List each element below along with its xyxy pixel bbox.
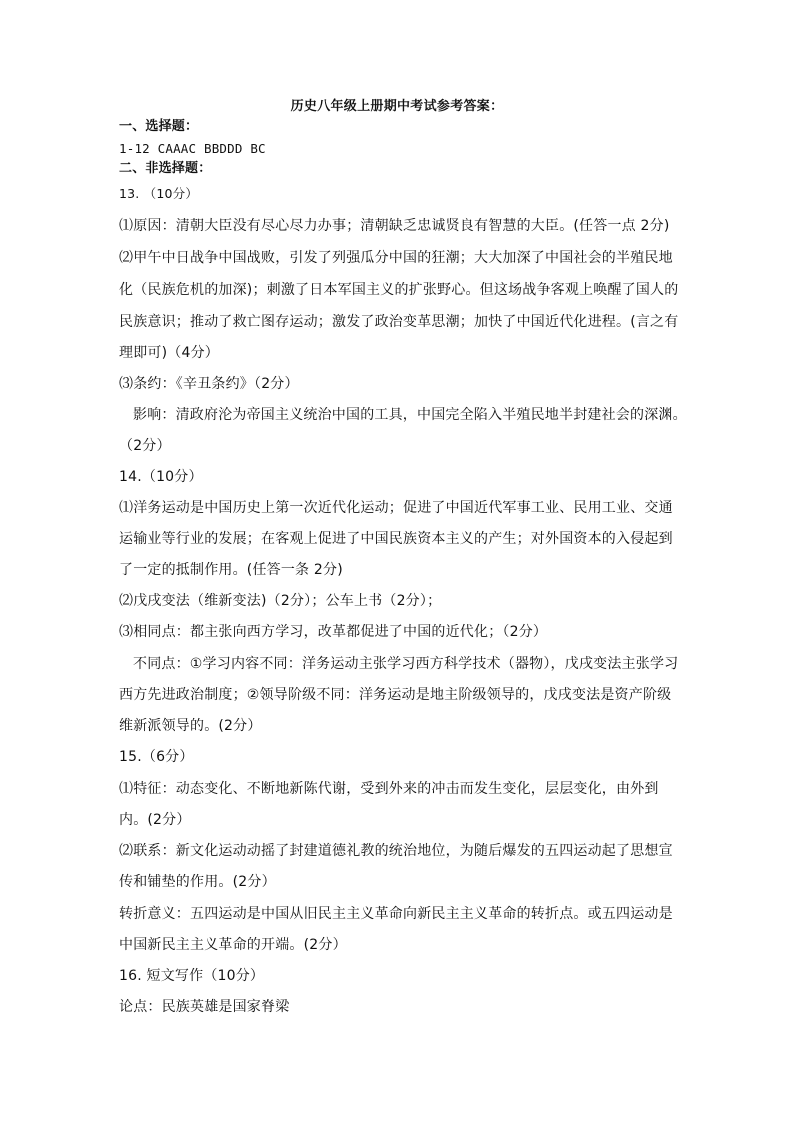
q14-part1-line1: ⑴洋务运动是中国历史上第一次近代化运动；促进了中国近代军事工业、民用工业、交通 [119,500,673,516]
q15-part2-line1: ⑵联系：新文化运动动摇了封建道德礼教的统治地位，为随后爆发的五四运动起了思想宣 [119,843,673,859]
q14-part3-diff-line3: 维新派领导的。(2分） [119,718,262,734]
q13-part2-line3: 民族意识；推动了救亡图存运动；激发了政治变革思潮；加快了中国近代化进程。(言之有 [119,314,679,330]
q15-part2-line2: 传和铺垫的作用。(2分） [119,874,276,890]
q13-header: 13. （10分） [119,186,199,201]
q15-turning-point-line2: 中国新民主主义革命的开端。(2分） [119,937,347,953]
q16-header: 16. 短文写作（10分） [119,968,265,984]
q14-part1-line2: 运输业等行业的发展；在客观上促进了中国民族资本主义的产生；对外国资本的入侵起到 [119,531,673,547]
page-title: 历史八年级上册期中考试参考答案： [290,99,504,114]
q14-part3-diff-line2: 西方先进政治制度；②领导阶级不同：洋务运动是地主阶级领导的，戊戌变法是资产阶级 [119,687,672,703]
q13-part2-line2: 化（民族危机的加深)；刺激了日本军国主义的扩张野心。但这场战争客观上唤醒了国人的 [119,282,679,298]
q15-part1-line1: ⑴特征：动态变化、不断地新陈代谢，受到外来的冲击而发生变化，层层变化，由外到 [119,781,659,797]
q14-part1-line3: 了一定的抵制作用。(任答一条 2分) [119,562,343,578]
q14-part3: ⑶相同点：都主张向西方学习，改革都促进了中国的近代化；（2分） [119,624,548,640]
q14-header: 14.（10分） [119,469,203,485]
q15-header: 15.（6分） [119,749,194,765]
q14-part2: ⑵戊戌变法（维新变法)（2分）；公车上书（2分）； [119,593,442,609]
q15-turning-point-line1: 转折意义：五四运动是中国从旧民主主义革命向新民主主义革命的转折点。或五四运动是 [119,906,673,922]
q13-part2-line4: 理即可)（4分） [119,345,219,361]
q13-part3-impact-line1: 影响：清政府沦为帝国主义统治中国的工具，中国完全陷入半殖民地半封建社会的深渊。 [133,407,687,423]
q16-thesis: 论点：民族英雄是国家脊梁 [119,999,290,1015]
section-heading-choice: 一、选择题： [119,119,199,134]
q14-part3-diff-line1: 不同点：①学习内容不同：洋务运动主张学习西方科学技术（器物），戊戌变法主张学习 [133,656,679,672]
section-heading-nonchoice: 二、非选择题： [119,161,212,176]
q13-part3-impact-line2: （2分） [119,438,171,454]
q15-part1-line2: 内。(2分） [119,812,191,828]
q13-part2-line1: ⑵甲午中日战争中国战败，引发了列强瓜分中国的狂潮；大大加深了中国社会的半殖民地 [119,250,673,266]
q13-part3: ⑶条约：《辛丑条约》（2分） [119,376,299,392]
choice-answers: 1-12 CAAAC BBDDD BC [119,141,266,156]
q13-part1: ⑴原因：清朝大臣没有尽心尽力办事；清朝缺乏忠诚贤良有智慧的大臣。(任答一点 2分) [119,218,670,234]
